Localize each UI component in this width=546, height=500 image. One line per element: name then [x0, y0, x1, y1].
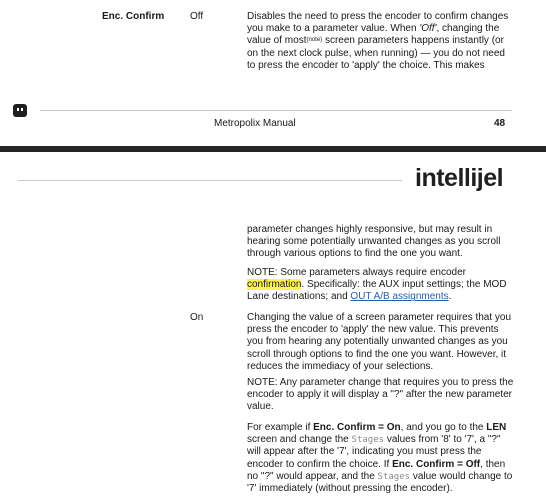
continued-paragraph: parameter changes highly responsive, but may result in hearing some potentially unwanted changes as you scroll through various options to find the one you want. — [247, 224, 501, 260]
note-text: . Specifically: the AUX input settings; the MOD Lane destinations; and — [247, 279, 507, 303]
out-ab-assignments-link[interactable]: OUT A/B assignments — [350, 291, 449, 303]
page-number: 48 — [494, 118, 506, 129]
top-page — [0, 0, 546, 146]
note-paragraph-1 — [247, 267, 517, 304]
desc-text: Disables the need to press the encoder to confirm changes you make to a parameter value. When — [247, 11, 509, 35]
param-value: Off — [190, 11, 204, 22]
footer-divider — [40, 110, 512, 111]
example-bold: Enc. Confirm = Off — [392, 458, 481, 470]
robot-face-icon — [13, 104, 27, 117]
on-description: Changing the value of a screen parameter requires that you press the encoder to 'apply' the new value. This prevents you from hearing any potentially unwanted changes as you scroll through options to find the one you want. However, it reduces the immediacy of your selections. — [247, 312, 512, 372]
example-bold: LEN — [486, 422, 507, 433]
desc-text: , changing the value of most — [247, 23, 500, 47]
bottom-page — [0, 152, 546, 500]
param-value-on: On — [190, 312, 204, 323]
example-mono: Stages — [377, 471, 411, 482]
desc-text: screen parameters happens instantly (or on the next clock pulse, when running) — you do not need to press the encoder to 'apply' the choice. This makes — [247, 35, 505, 71]
example-text: value would change to '7' immediately (without pressing the encoder). — [247, 470, 513, 495]
desc-off-italic: 'Off' — [419, 23, 437, 35]
intellijel-logo: intellijel — [415, 164, 504, 192]
example-text: For example if — [247, 422, 314, 433]
example-text: , then no "?" would appear, and the — [247, 458, 506, 482]
example-text: screen and change the — [247, 434, 352, 446]
param-description — [247, 11, 512, 72]
example-text: , and you go to the — [400, 422, 487, 433]
note-paragraph-2: NOTE: Any parameter change that requires you to press the encoder to apply it will display a "?" after the new parameter value. — [247, 377, 514, 413]
highlighted-word: confirmation — [247, 279, 302, 291]
note-text: . — [448, 291, 452, 303]
example-mono: Stages — [351, 435, 385, 446]
note-text: NOTE: Some parameters always require encoder — [247, 267, 466, 278]
note-superscript: (note) — [306, 37, 323, 44]
example-paragraph — [247, 422, 517, 495]
example-text: values from '8' to '7', a "?" will appear after the '7', indicating you must press the encoder to confirm the choice. If — [247, 434, 501, 470]
header-divider — [18, 180, 402, 181]
param-name: Enc. Confirm — [102, 11, 165, 22]
example-bold: Enc. Confirm = On — [313, 422, 401, 433]
footer-title: Metropolix Manual — [214, 118, 296, 129]
